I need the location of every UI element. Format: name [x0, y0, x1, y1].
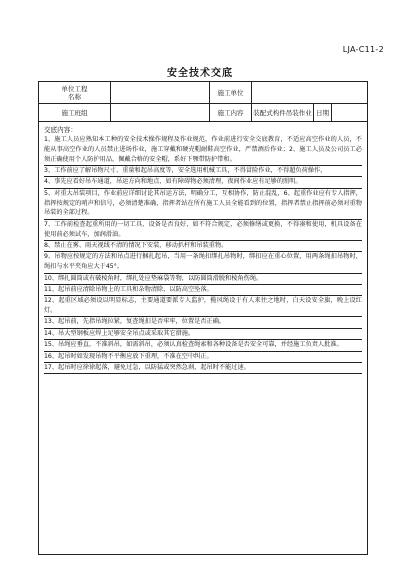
list-item: 8、禁止在雾、雨天视线不清的情况下安装、移动扒杆和吊装重物。	[44, 241, 362, 252]
content-heading: 交底内容：	[44, 126, 77, 134]
unit-project-label: 单位工程 名称	[39, 82, 111, 103]
header-row-team	[39, 104, 367, 122]
list-item: 17、起吊时应徐徐起落，避免过急，以防猛或突然急刹，起吊时不能过速。	[44, 363, 362, 374]
date-label: 日期	[314, 104, 332, 121]
header-row-project	[39, 82, 367, 104]
list-item: 3、工作前应了解吊物尺寸、重量和起吊高度等，安全选用机械工具，不得冒险作业，不得超负荷操作，	[44, 166, 362, 177]
construction-unit-label: 施工单位	[210, 82, 252, 103]
construction-team-label: 施工班组	[39, 104, 111, 121]
construction-content-label: 施工内容	[210, 104, 252, 121]
list-item: 11、起吊前应清除吊物上的工具和杂物清除，以防高空坠落。	[44, 285, 362, 296]
list-item: 4、事先应看好吊车通道，吊运方向和地点，如有障碍物必须清理，夜间作业应有足够的照明。	[44, 177, 362, 188]
list-item: 13、起吊前，先指吊绳拉紧，复查绳扣是否牢牢，位置是否正确。	[44, 317, 362, 328]
list-item: 12、起重区域必须设以明显标志，主要通道要派专人监护，揽风绳设于有人来往之地时，白天设安全旗，晚上设红灯。	[44, 296, 362, 317]
list-item: 14、吊大型钢板应焊上足够安全吊点或采取其它措施。	[44, 329, 362, 340]
disclosure-content	[39, 122, 367, 554]
document-title: 安全技术交底	[167, 68, 233, 79]
construction-unit-value[interactable]	[252, 82, 367, 103]
list-item: 16、起吊时如发现吊物不平衡应放下重理，不准在空中纠正。	[44, 352, 362, 363]
disclosure-form	[38, 81, 368, 555]
construction-content-value[interactable]: 装配式构件吊装作业	[252, 104, 314, 121]
unit-project-value[interactable]	[111, 82, 210, 103]
document-code: LJA-C11-2	[342, 45, 384, 54]
list-item: 9、吊物应按规定的方法和吊点进行捆扎起吊，当用一条绳扣绑扎吊物时，绑扣应在重心位置，用两条绳扣吊物时，绳扣与水平夹角应大于45°。	[44, 252, 362, 273]
date-value[interactable]	[332, 104, 367, 121]
list-item: 1、施工人员应熟知本工种的安全技术操作规程及作业规范，作业前进行安全交底教育，不适应高空作业的人员，不能从事高空作业的人员禁止进场作业，施工穿戴和硬壳帽耐鞋高空作业，严禁酒后作业；2、施工人员及公司员工必须正确使用个人防护用品，佩戴合格的安全帽，系好下颚带防护带和。	[44, 135, 362, 166]
list-item: 15、吊绳应垂直，不准斜吊，如需斜吊，必须认真检查绳索和各种设备是否安全可靠，并经施工负责人批准。	[44, 340, 362, 351]
construction-team-value[interactable]	[111, 104, 210, 121]
list-item: 7、工作前检查起重所用的一切工具、设备是否良好，如不符合规定，必须修缮或更换，不得凑和使用，机具设备在使用前必须试车，加润滑油。	[44, 220, 362, 241]
list-item: 5、对重大吊装项目，作业前应详细讨论其吊运方法，明确分工，互相协作，防止混乱，6、起重作业应有专人指挥，指挥按规定的哨声和信号，必须清楚准确，指挥者站在所有施工人员全能看到的位置，指挥者禁止指挥前必须对重物吊装的全部过程。	[44, 189, 362, 220]
list-item: 10、绑扎圆筒或有破棱角时，绑扎处应垫麻袋等物，以防圆筒滑脱和棱角伤绳。	[44, 274, 362, 285]
